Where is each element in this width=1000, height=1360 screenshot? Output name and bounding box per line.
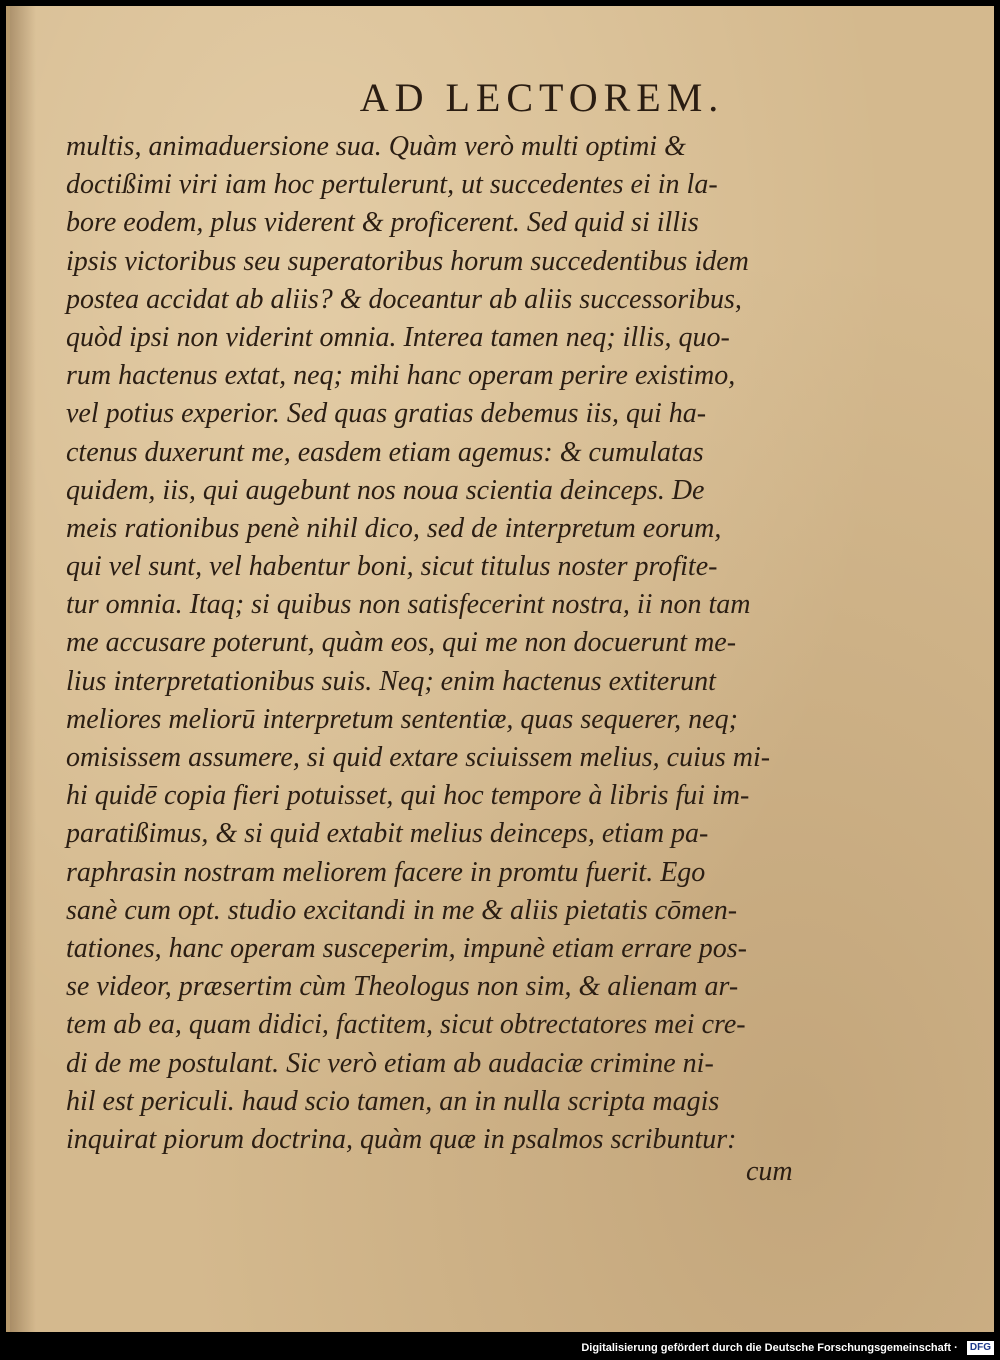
book-page	[6, 6, 994, 1332]
text-line: tur omnia. Itaq; si quibus non satisfecerint nostra, ii non tam	[66, 589, 751, 621]
text-block	[66, 128, 796, 1159]
page-edge-shadow	[10, 6, 36, 1332]
text-line: ctenus duxerunt me, easdem etiam agemus: & cumulatas	[66, 436, 704, 468]
text-line: di de me postulant. Sic verò etiam ab audaciæ crimine ni-	[66, 1047, 714, 1079]
text-line: ipsis victoribus seu superatoribus horum succedentibus idem	[66, 245, 749, 277]
text-line: lius interpretationibus suis. Neq; enim hactenus extiterunt	[66, 665, 716, 697]
text-line: omisissem assumere, si quid extare sciuissem melius, cuius mi-	[66, 742, 771, 773]
footer-text: Digitalisierung gefördert durch die Deutsche Forschungsgemeinschaft ·	[581, 1342, 958, 1354]
text-line: quidem, iis, qui augebunt nos noua scientia deinceps. De	[66, 474, 705, 506]
text-line: se videor, præsertim cùm Theologus non sim, & alienam ar-	[66, 971, 739, 1003]
text-line: sanè cum opt. studio excitandi in me & aliis pietatis cōmen-	[66, 894, 738, 926]
text-line: vel potius experior. Sed quas gratias debemus iis, qui ha-	[66, 398, 707, 430]
text-line: me accusare poterunt, quàm eos, qui me non docuerunt me-	[66, 627, 737, 659]
text-line: tem ab ea, quam didici, factitem, sicut obtrectatores mei cre-	[66, 1009, 746, 1041]
text-line: quòd ipsi non viderint omnia. Interea tamen neq; illis, quo-	[66, 321, 730, 353]
text-line: bore eodem, plus viderent & proficerent. Sed quid si illis	[66, 207, 699, 239]
running-head: AD LECTOREM.	[359, 75, 725, 120]
catchword: cum	[746, 1156, 793, 1187]
text-line: rum hactenus extat, neq; mihi hanc operam perire existimo,	[66, 360, 736, 392]
text-line: multis, animaduersione sua. Quàm verò multi optimi &	[66, 131, 686, 162]
text-line: raphrasin nostram meliorem facere in promtu fuerit. Ego	[66, 856, 706, 888]
text-line: qui vel sunt, vel habentur boni, sicut titulus noster profite-	[66, 551, 718, 583]
text-line: doctißimi viri iam hoc pertulerunt, ut succedentes ei in la-	[66, 169, 718, 201]
digitization-footer	[0, 1340, 994, 1356]
text-line: postea accidat ab aliis? & doceantur ab aliis successoribus,	[66, 283, 742, 315]
text-line: hil est periculi. haud scio tamen, an in nulla scripta magis	[66, 1085, 720, 1117]
text-line: meliores meliorū interpretum sententiæ, quas sequerer, neq;	[66, 703, 738, 735]
text-line: inquirat piorum doctrina, quàm quæ in psalmos scribuntur:	[66, 1123, 737, 1155]
text-line: paratißimus, & si quid extabit melius deinceps, etiam pa-	[66, 818, 709, 850]
text-line: meis rationibus penè nihil dico, sed de interpretum eorum,	[66, 512, 722, 544]
text-line: tationes, hanc operam susceperim, impunè etiam errare pos-	[66, 932, 747, 964]
dfg-logo: DFG	[967, 1341, 994, 1355]
text-line: hi quidē copia fieri potuisset, qui hoc tempore à libris fui im-	[66, 780, 750, 812]
